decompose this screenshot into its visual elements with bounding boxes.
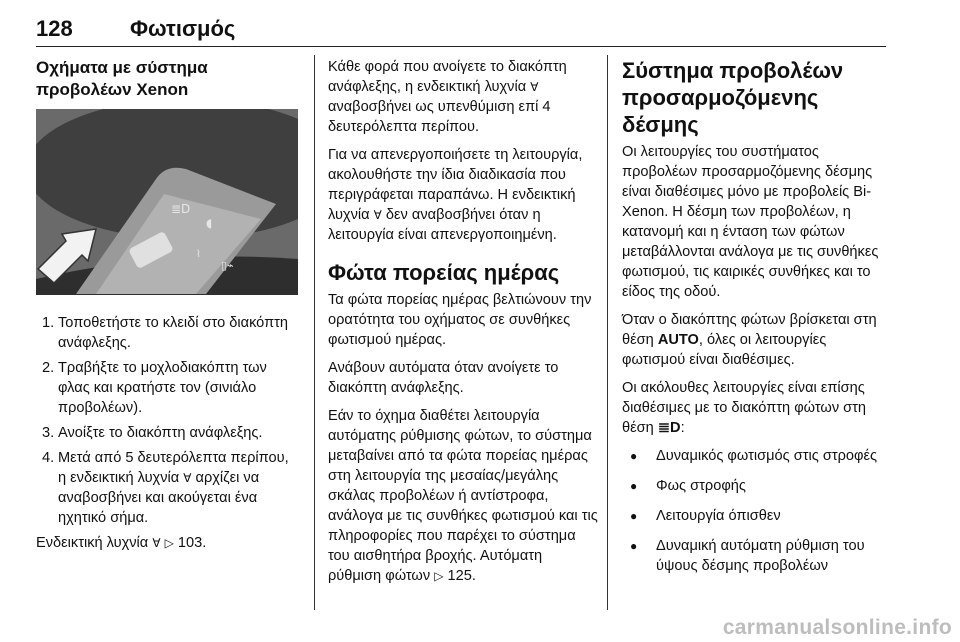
list-item: 1. Τοποθετήστε το κλειδί στο διακόπτη ανάφλεξης. [42, 315, 289, 351]
lamp-icon: Ɐ [152, 536, 161, 550]
svg-text:▯⌁: ▯⌁ [221, 259, 234, 272]
lamp-icon: Ɐ [373, 208, 382, 222]
paragraph: Για να απενεργοποιήσετε τη λειτουργία, ακολουθήστε την ίδια διαδικασία που περιγράφεται παραπάνω. Η ενδεικτική λυχνία Ɐ δεν αναβοσβήνει όταν η λειτουργία είναι απενεργοποιημένη. [328, 147, 583, 243]
paragraph: Κάθε φορά που ανοίγετε το διακόπτη ανάφλεξης, η ενδεικτική λυχνία Ɐ αναβοσβήνει ως υπενθύμιση επί 4 δευτερόλεπτα περίπου. [328, 59, 567, 135]
svg-text:◖: ◖ [206, 216, 213, 230]
column-left [36, 57, 298, 561]
section-heading: Σύστημα προβολέων προσαρμοζόμενης δέσμης [622, 58, 844, 137]
paragraph: Οι λειτουργίες του συστήματος προβολέων προσαρμοζόμενης δέσμης είναι διαθέσιμες μόνο με προβολείς Bi-Xenon. Η δέσμη των προβολέων, η κατανομή και η ένταση των φώτων μεταβάλλονται ανάλογα με τις συνθήκες φωτισμού, τις καιρικές συνθήκες και το είδος της οδού. [622, 144, 879, 300]
features-list [622, 446, 884, 576]
steps-list [36, 313, 298, 528]
section-title: Φωτισμός [130, 16, 236, 41]
page-header [36, 8, 886, 47]
column-divider [607, 55, 608, 610]
page-number: 128 [36, 16, 73, 41]
paragraph: Όταν ο διακόπτης φώτων βρίσκεται στη θέση AUTO, όλες οι λειτουργίες φωτισμού είναι διαθέσιμες. [622, 312, 877, 368]
list-item: 3. Ανοίξτε το διακόπτη ανάφλεξης. [42, 425, 263, 441]
watermark: carmanualsonline.info [722, 616, 952, 639]
lamp-icon: Ɐ [183, 471, 192, 485]
auto-label: AUTO [657, 332, 699, 348]
section-heading: Οχήματα με σύστημα προβολέων Xenon [36, 58, 208, 99]
lamp-icon: Ɐ [530, 80, 539, 94]
list-item: 2. Τραβήξτε το μοχλοδιακόπτη των φλας και κρατήστε τον (σινιάλο προβολέων). [42, 360, 267, 416]
svg-text:⌇: ⌇ [196, 249, 201, 260]
paragraph: Τα φώτα πορείας ημέρας βελτιώνουν την ορατότητα του οχήματος σε συνθήκες φωτισμού ημέρας. [328, 292, 592, 348]
svg-text:≣D: ≣D [171, 202, 191, 216]
list-item: ● Φως στροφής [622, 476, 884, 496]
paragraph: Εάν το όχημα διαθέτει λειτουργία αυτόματης ρύθμισης φώτων, το σύστημα μεταβαίνει από τα φώτα πορείας ημέρας στη λειτουργία της μεσαίας/μεγάλης σκάλας προβολέων ή αντίστροφα, ανάλογα με τις συνθήκες φωτισμού και τις πληροφορίες που παρέχει το σύστημα του αισθητήρα βροχής. Αυτόματη ρύθμιση φώτων ▷ 125. [328, 408, 598, 584]
paragraph: Οι ακόλουθες λειτουργίες είναι επίσης διαθέσιμες με το διακόπτη φώτων στη θέση ≣D: [622, 380, 867, 436]
lever-photo [36, 109, 298, 295]
cross-reference: Ενδεικτική λυχνία Ɐ ▷ 103. [36, 535, 207, 551]
list-item: ● Δυναμική αυτόματη ρύθμιση του ύψους δέσμης προβολέων [622, 536, 884, 576]
list-item: ● Λειτουργία όπισθεν [622, 506, 884, 526]
column-right [622, 57, 884, 586]
reference-arrow-icon: ▷ [164, 536, 174, 550]
column-middle [328, 57, 598, 594]
list-item: ● Δυναμικός φωτισμός στις στροφές [622, 446, 884, 466]
low-beam-icon: ≣D [657, 420, 681, 436]
list-item: 4. Μετά από 5 δευτερόλεπτα περίπου, η ενδεικτική λυχνία Ɐ αρχίζει να αναβοσβήνει και ακούγεται ένα ηχητικό σήμα. [42, 450, 289, 526]
lever-illustration [36, 109, 298, 295]
section-heading: Φώτα πορείας ημέρας [328, 260, 560, 285]
paragraph: Ανάβουν αυτόματα όταν ανοίγετε το διακόπτη ανάφλεξης. [328, 360, 559, 396]
reference-arrow-icon: ▷ [434, 569, 444, 583]
column-divider [314, 55, 315, 610]
